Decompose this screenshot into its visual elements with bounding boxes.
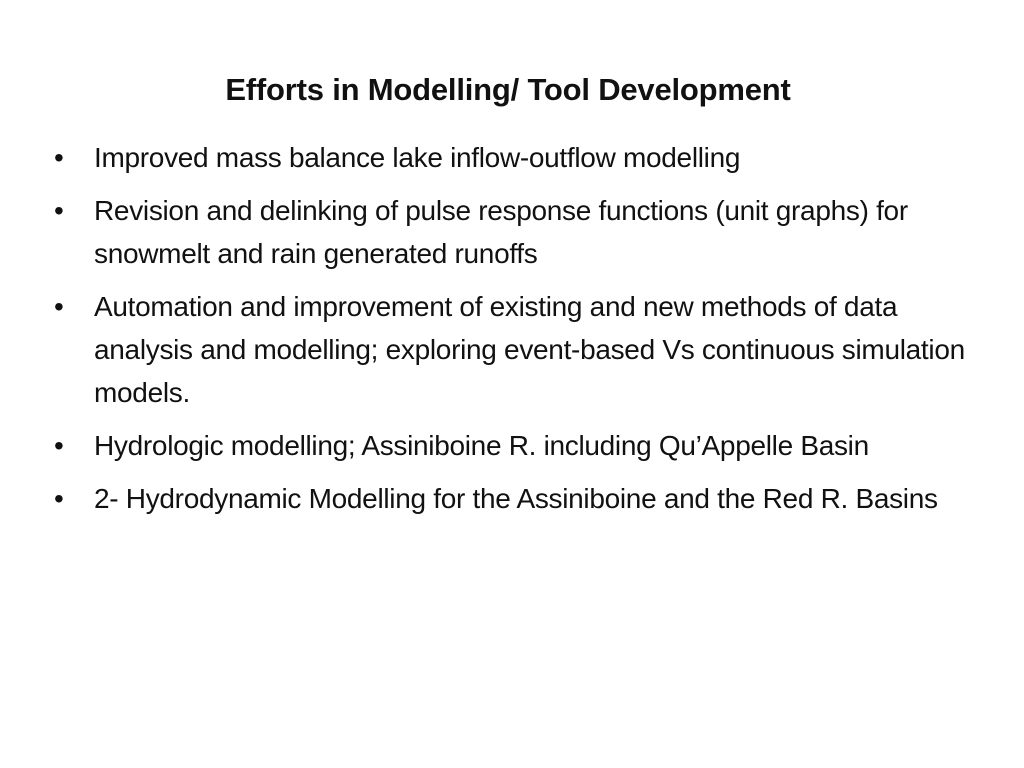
bullet-icon: •	[54, 430, 64, 461]
bullet-text: Automation and improvement of existing and new methods of data analysis and modelling; exploring event-based Vs continuous simulation models.	[94, 291, 965, 408]
bullet-icon: •	[54, 142, 64, 173]
bullet-list	[54, 136, 974, 530]
list-item	[54, 136, 974, 179]
bullet-icon: •	[54, 483, 64, 514]
bullet-text: Improved mass balance lake inflow-outflow modelling	[94, 142, 741, 173]
bullet-text: Revision and delinking of pulse response functions (unit graphs) for snowmelt and rain generated runoffs	[94, 195, 908, 269]
list-item	[54, 424, 974, 467]
list-item	[54, 477, 974, 520]
bullet-text: Hydrologic modelling; Assiniboine R. including Qu’Appelle Basin	[94, 430, 869, 461]
list-item	[54, 285, 974, 414]
bullet-icon: •	[54, 195, 64, 226]
bullet-text: 2- Hydrodynamic Modelling for the Assiniboine and the Red R. Basins	[94, 483, 938, 514]
slide-title: Efforts in Modelling/ Tool Development	[225, 72, 791, 107]
bullet-icon: •	[54, 291, 64, 322]
list-item	[54, 189, 974, 275]
